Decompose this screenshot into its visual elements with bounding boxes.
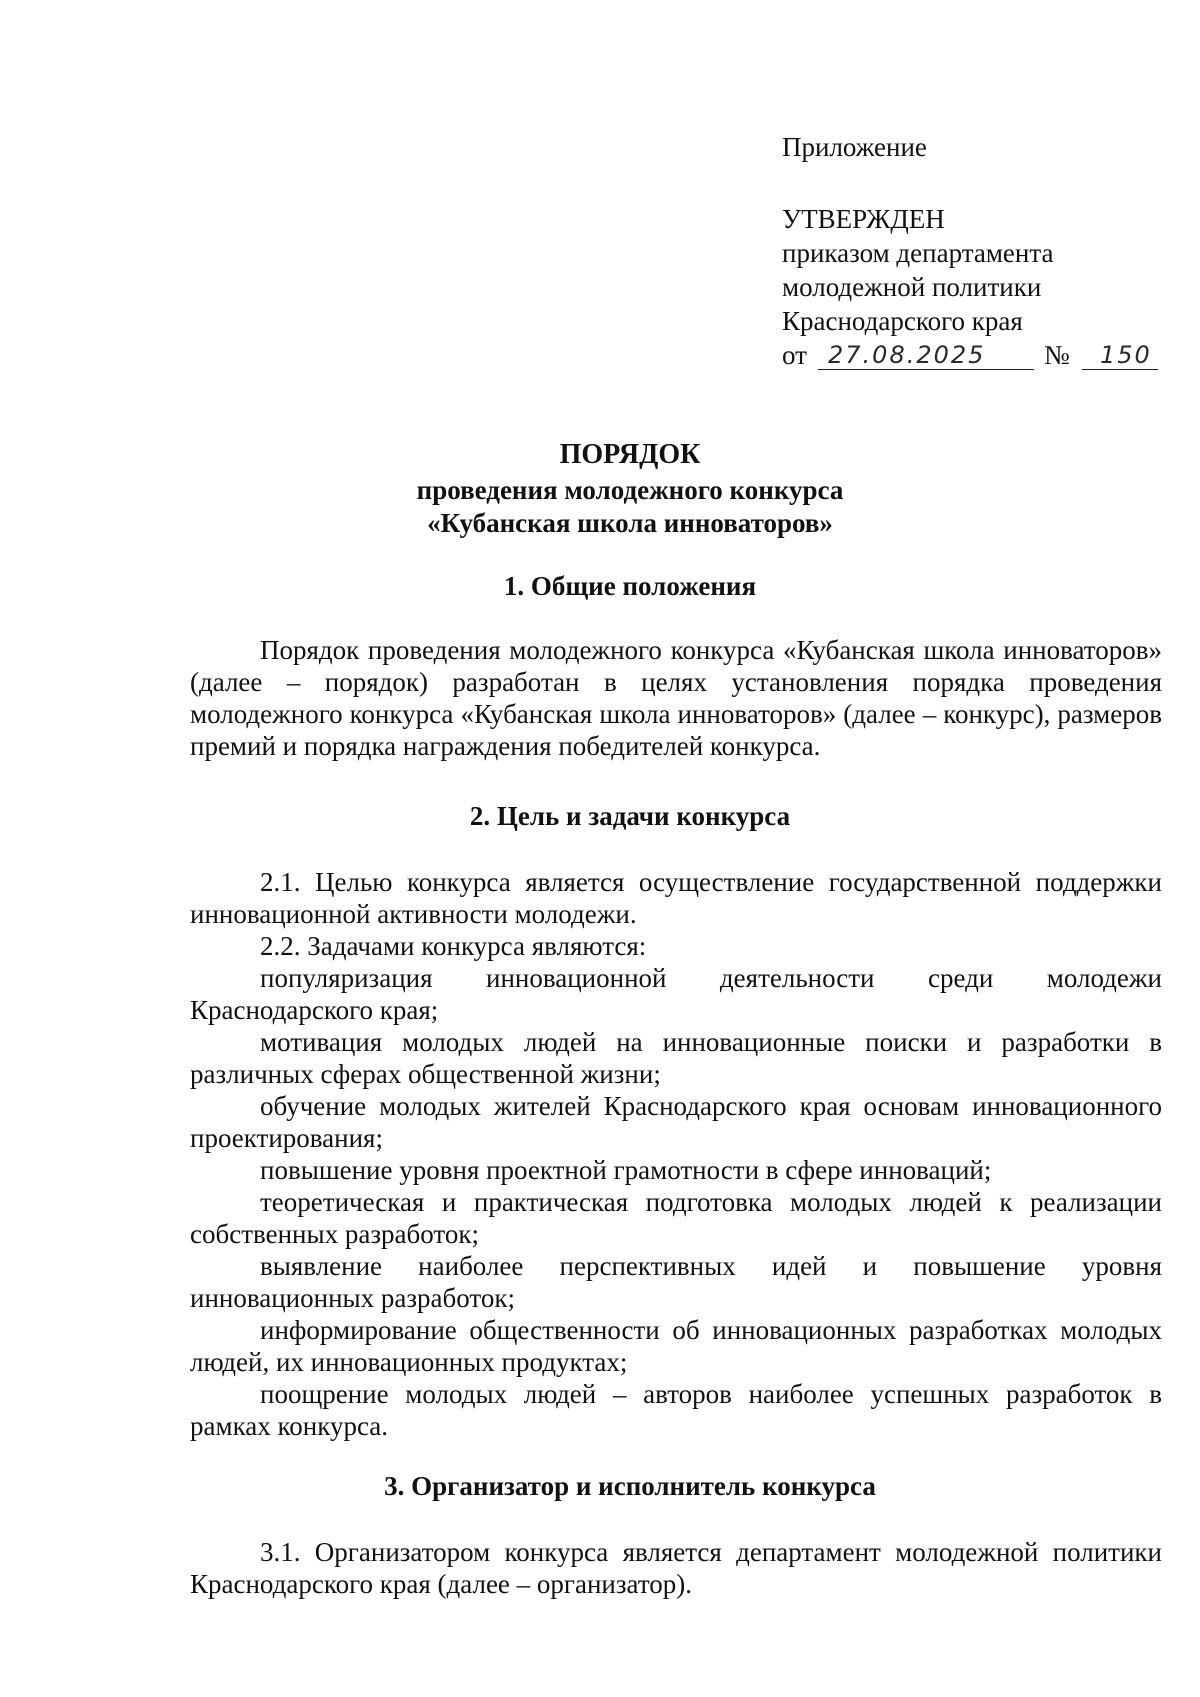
- section-heading: 1. Общие положения: [503, 571, 757, 601]
- paragraph: 3.1. Организатором конкурса является департамент молодежной политики Краснодарского края (далее – организатор).: [190, 1537, 1162, 1599]
- list-item: обучение молодых жителей Краснодарского края основам инновационного проектирования;: [190, 1091, 1162, 1153]
- section-body: [190, 1536, 1162, 1600]
- list-item: информирование общественности об инновационных разработках молодых людей, их инновационных продуктах;: [190, 1315, 1162, 1377]
- section-heading: 2. Цель и задачи конкурса: [469, 801, 791, 831]
- approval-block: [782, 130, 1162, 374]
- date-number-row: [782, 338, 1162, 374]
- title-line: проведения молодежного конкурса: [416, 475, 844, 505]
- number-sign: №: [1044, 340, 1070, 370]
- approved-label: УТВЕРЖДЕН: [782, 204, 945, 234]
- list-item: повышение уровня проектной грамотности в сфере инноваций;: [260, 1155, 992, 1185]
- section-body: [190, 634, 1162, 762]
- section-body: [190, 866, 1162, 1442]
- paragraph: 2.2. Задачами конкурса являются:: [260, 931, 647, 961]
- section-heading: 3. Организатор и исполнитель конкурса: [384, 1471, 876, 1501]
- list-item: популяризация инновационной деятельности среди молодежи Краснодарского края;: [190, 963, 1162, 1025]
- list-item: теоретическая и практическая подготовка молодых людей к реализации собственных разработок;: [190, 1187, 1162, 1249]
- list-item: мотивация молодых людей на инновационные поиски и разработки в различных сферах общественной жизни;: [190, 1027, 1162, 1089]
- handwritten-date: 27.08.2025: [828, 341, 986, 369]
- title-main: ПОРЯДОК: [559, 439, 701, 470]
- title-line: «Кубанская школа инноваторов»: [427, 508, 833, 538]
- approved-by-line: приказом департамента: [782, 238, 1054, 268]
- approved-by-line: молодежной политики: [782, 272, 1042, 302]
- paragraph: Порядок проведения молодежного конкурса «Кубанская школа инноваторов» (далее – порядок) разработан в целях установления порядка проведения молодежного конкурса «Кубанская школа инноваторов» (далее – конкурс), размеров премий и порядка награждения победителей конкурса.: [190, 635, 1162, 761]
- approved-by-line: Краснодарского края: [782, 306, 1023, 336]
- appendix-label: Приложение: [782, 132, 927, 162]
- list-item: выявление наиболее перспективных идей и повышение уровня инновационных разработок;: [190, 1251, 1162, 1313]
- list-item: поощрение молодых людей – авторов наиболее успешных разработок в рамках конкурса.: [190, 1379, 1162, 1441]
- document-title: [180, 438, 1080, 540]
- paragraph: 2.1. Целью конкурса является осуществление государственной поддержки инновационной активности молодежи.: [190, 867, 1162, 929]
- date-prefix: от: [782, 340, 807, 370]
- handwritten-number: 150: [1100, 341, 1152, 369]
